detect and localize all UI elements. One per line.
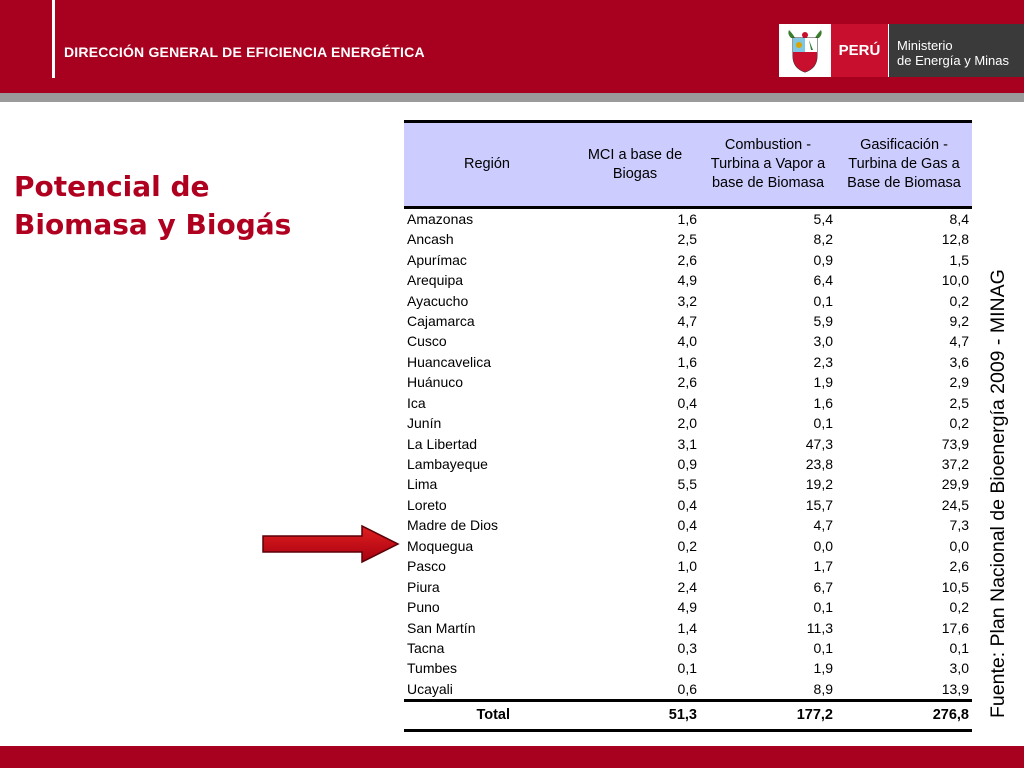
table-row <box>404 454 972 474</box>
value-cell: 29,9 <box>941 476 969 493</box>
region-cell: Tumbes <box>407 660 458 677</box>
value-cell: 0,1 <box>813 292 833 309</box>
value-cell: 0,1 <box>813 639 833 656</box>
total-row <box>404 700 972 730</box>
value-cell: 5,5 <box>677 476 697 493</box>
value-cell: 0,2 <box>949 415 969 432</box>
region-cell: Cajamarca <box>407 312 475 329</box>
table-header-row <box>404 122 972 208</box>
value-cell: 24,5 <box>941 496 969 513</box>
header-grey-band <box>0 93 1024 102</box>
table-row <box>404 556 972 576</box>
header-mci-biogas: MCI a base de Biogas <box>570 122 700 208</box>
table-row <box>404 352 972 372</box>
value-cell: 3,2 <box>677 292 697 309</box>
value-cell: 3,0 <box>949 660 969 677</box>
footer-bar <box>0 746 1024 768</box>
source-note: Fuente: Plan Nacional de Bioenergía 2009 - MINAG <box>987 269 1009 718</box>
header-bar <box>0 0 1024 93</box>
logo-ministry <box>888 24 1024 77</box>
table-body <box>404 208 972 701</box>
region-cell: Lambayeque <box>407 456 488 473</box>
table-row <box>404 393 972 413</box>
value-cell: 0,1 <box>813 415 833 432</box>
header-region: Región <box>404 122 570 208</box>
value-cell: 3,6 <box>949 353 969 370</box>
region-cell: Cusco <box>407 333 447 350</box>
value-cell: 1,4 <box>677 619 697 636</box>
table-row <box>404 679 972 701</box>
value-cell: 3,1 <box>677 435 697 452</box>
value-cell: 4,9 <box>677 272 697 289</box>
value-cell: 0,6 <box>677 680 697 697</box>
value-cell: 5,9 <box>813 312 833 329</box>
logo-ministry-line2: de Energía y Minas <box>897 53 1010 68</box>
value-cell: 23,8 <box>805 456 833 473</box>
value-cell: 10,0 <box>941 272 969 289</box>
value-cell: 4,7 <box>949 333 969 350</box>
header-combustion-turbine: Combustion - Turbina a Vapor a base de Biomasa <box>700 122 836 208</box>
table-row <box>404 249 972 269</box>
value-cell: 11,3 <box>806 619 833 636</box>
value-cell: 13,9 <box>941 680 969 697</box>
value-cell: 8,9 <box>813 680 833 697</box>
value-cell: 6,4 <box>813 272 833 289</box>
value-cell: 47,3 <box>805 435 833 452</box>
value-cell: 6,7 <box>813 578 833 595</box>
ministry-logo <box>779 24 1024 77</box>
table-row <box>404 495 972 515</box>
value-cell: 12,8 <box>941 231 969 248</box>
value-cell: 17,6 <box>941 619 969 636</box>
value-cell: 0,3 <box>677 639 697 656</box>
value-cell: 7,3 <box>949 517 969 534</box>
value-cell: 0,0 <box>813 537 833 554</box>
value-cell: 1,6 <box>813 394 833 411</box>
value-cell: 0,9 <box>677 456 697 473</box>
table-row <box>404 372 972 392</box>
value-cell: 2,6 <box>949 558 969 575</box>
value-cell: 2,6 <box>677 251 697 268</box>
region-cell: Huánuco <box>407 374 464 391</box>
value-cell: 1,9 <box>813 660 833 677</box>
table-row <box>404 658 972 678</box>
region-cell: San Martín <box>407 619 476 636</box>
value-cell: 5,4 <box>813 211 833 227</box>
value-cell: 8,2 <box>813 231 833 248</box>
value-cell: 0,1 <box>813 599 833 616</box>
biomass-potential-table <box>404 120 972 732</box>
region-cell: Lima <box>407 476 438 493</box>
table-row <box>404 536 972 556</box>
value-cell: 1,5 <box>949 251 969 268</box>
header-title: DIRECCIÓN GENERAL DE EFICIENCIA ENERGÉTICA <box>64 44 425 60</box>
value-cell: 0,4 <box>677 394 697 411</box>
value-cell: 2,0 <box>677 415 697 432</box>
region-cell: Ucayali <box>407 680 453 697</box>
table-row <box>404 208 972 230</box>
value-cell: 2,4 <box>677 578 697 595</box>
value-cell: 19,2 <box>805 476 833 493</box>
table-row <box>404 638 972 658</box>
region-cell: Huancavelica <box>407 353 492 370</box>
value-cell: 15,7 <box>805 496 833 513</box>
value-cell: 4,7 <box>677 312 697 329</box>
page-title <box>14 168 384 244</box>
value-cell: 1,0 <box>677 558 697 575</box>
region-cell: Madre de Dios <box>407 517 499 534</box>
region-cell: Ancash <box>407 231 454 248</box>
value-cell: 0,4 <box>677 496 697 513</box>
coat-of-arms-icon <box>779 24 831 77</box>
value-cell: 2,3 <box>813 353 833 370</box>
region-cell: Piura <box>407 578 440 595</box>
table-row <box>404 331 972 351</box>
value-cell: 73,9 <box>941 435 969 452</box>
header-divider <box>52 0 55 78</box>
region-cell: Tacna <box>407 639 445 656</box>
region-cell: Amazonas <box>407 211 474 227</box>
value-cell: 0,1 <box>949 639 969 656</box>
value-cell: 0,4 <box>677 517 697 534</box>
value-cell: 0,0 <box>949 537 969 554</box>
value-cell: 37,2 <box>941 456 969 473</box>
table-row <box>404 413 972 433</box>
table-row <box>404 311 972 331</box>
total-gasification-turbine: 276,8 <box>836 700 972 730</box>
value-cell: 2,5 <box>677 231 697 248</box>
table-row <box>404 270 972 290</box>
region-cell: Moquegua <box>407 537 474 554</box>
table-row <box>404 597 972 617</box>
region-cell: Junín <box>407 415 442 432</box>
table-row <box>404 229 972 249</box>
total-mci-biogas: 51,3 <box>570 700 700 730</box>
value-cell: 2,5 <box>949 394 969 411</box>
value-cell: 0,2 <box>949 599 969 616</box>
table-row <box>404 617 972 637</box>
table-row <box>404 474 972 494</box>
value-cell: 8,4 <box>949 211 969 227</box>
value-cell: 0,2 <box>677 537 697 554</box>
page-title-line1: Potencial de <box>14 170 210 203</box>
header-gasification-turbine: Gasificación - Turbina de Gas a Base de Biomasa <box>836 122 972 208</box>
total-label: Total <box>404 700 570 730</box>
value-cell: 2,9 <box>949 374 969 391</box>
region-cell: Arequipa <box>407 272 464 289</box>
value-cell: 1,7 <box>813 558 833 575</box>
table-row <box>404 515 972 535</box>
biomass-table-container <box>404 120 972 732</box>
logo-ministry-line1: Ministerio <box>897 38 953 53</box>
region-cell: Pasco <box>407 558 446 575</box>
region-cell: La Libertad <box>407 435 478 452</box>
table-row <box>404 433 972 453</box>
value-cell: 9,2 <box>949 312 969 329</box>
value-cell: 1,9 <box>813 374 833 391</box>
value-cell: 4,0 <box>677 333 697 350</box>
region-cell: Apurímac <box>407 251 467 268</box>
value-cell: 0,2 <box>949 292 969 309</box>
value-cell: 3,0 <box>813 333 833 350</box>
page-title-line2: Biomasa y Biogás <box>14 208 292 241</box>
total-combustion-turbine: 177,2 <box>700 700 836 730</box>
logo-country: PERÚ <box>831 24 888 77</box>
value-cell: 0,1 <box>677 660 697 677</box>
table-row <box>404 576 972 596</box>
region-cell: Ayacucho <box>407 292 469 309</box>
region-cell: Loreto <box>407 496 447 513</box>
arrow-right-icon <box>262 524 400 564</box>
value-cell: 2,6 <box>677 374 697 391</box>
value-cell: 0,9 <box>813 251 833 268</box>
value-cell: 10,5 <box>941 578 969 595</box>
region-cell: Puno <box>407 599 440 616</box>
value-cell: 4,9 <box>677 599 697 616</box>
value-cell: 1,6 <box>677 353 697 370</box>
value-cell: 4,7 <box>813 517 833 534</box>
value-cell: 1,6 <box>677 211 697 227</box>
table-row <box>404 290 972 310</box>
region-cell: Ica <box>407 394 426 411</box>
